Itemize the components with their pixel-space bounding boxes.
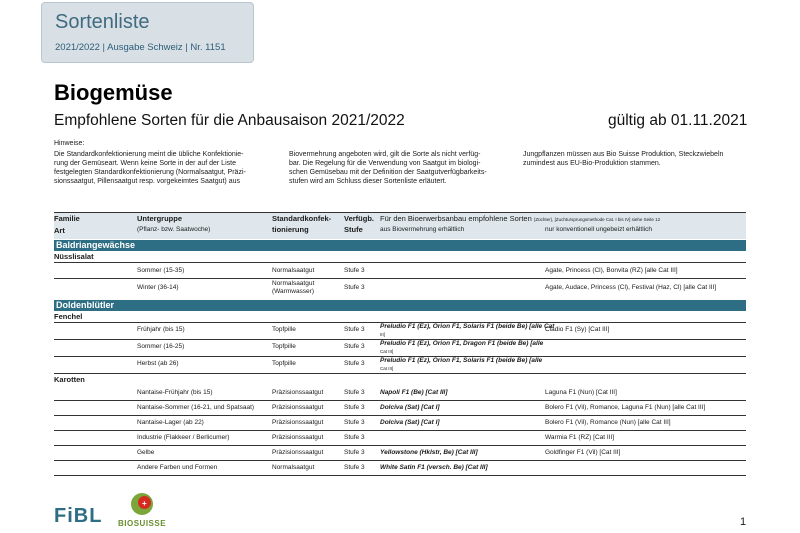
cross-icon: + <box>142 499 147 508</box>
row-bio: Dolciva (Sat) [Cat I] <box>380 419 440 426</box>
edition-info: 2021/2022 | Ausgabe Schweiz | Nr. 1151 <box>55 42 226 53</box>
row-bio: White Satin F1 (versch. Be) [Cat III] <box>380 464 488 471</box>
row-stufe: Stufe 3 <box>344 389 365 396</box>
row-standard: Präzisionssaatgut <box>272 449 324 456</box>
row-stufe: Stufe 3 <box>344 404 365 411</box>
notes-line: zumindest aus EU-Bio-Produktion stammen. <box>523 160 661 167</box>
col-verfueg: Verfügb. <box>344 214 375 223</box>
col-standard-2: tionierung <box>272 225 309 234</box>
row-bio: Yellowstone (Hklstr, Be) [Cat III] <box>380 449 478 456</box>
species-label: Karotten <box>54 373 746 386</box>
notes-line: bar. Die Regelung für die Verwendung von Saatgut im biologi- <box>289 160 481 167</box>
row-konv: Warmia F1 (RZ) [Cat III] <box>545 434 615 441</box>
row-standard: Normalsaatgut <box>272 280 315 287</box>
row-stufe: Stufe 3 <box>344 434 365 441</box>
notes-line: sionssaatgut, Pillensaatgut resp. vorgekeimtes Saatgut) aus <box>54 178 240 185</box>
row-untergruppe: Nantaise-Sommer (16-21, und Spatsaat) <box>137 404 255 411</box>
row-untergruppe: Sommer (15-35) <box>137 267 185 274</box>
row-bio-2: Cat III] <box>380 366 394 371</box>
col-untergruppe-sub: (Pflanz- bzw. Saatwoche) <box>137 226 211 233</box>
row-untergruppe: Industrie (Flakkeer / Berlicumer) <box>137 434 230 441</box>
notes-line: festgelegten Standardkonfektionierung (Normalsaatgut, Präzi- <box>54 169 246 176</box>
row-stufe: Stufe 3 <box>344 419 365 426</box>
row-standard: Präzisionssaatgut <box>272 419 324 426</box>
page-number: 1 <box>740 516 747 528</box>
row-standard: Topfpille <box>272 326 296 333</box>
row-stufe: Stufe 3 <box>344 326 365 333</box>
table-row <box>54 460 746 476</box>
row-konv: Bolero F1 (Vil), Romance, Laguna F1 (Nun) [alle Cat III] <box>545 404 706 411</box>
table-row <box>54 430 746 445</box>
col-konv: nur konventionell ungebeizt erhältlich <box>545 226 652 233</box>
col-art: Art <box>54 226 65 235</box>
notes-line: stufen wird am Schluss dieser Sortenliste erläutert. <box>289 178 447 185</box>
row-standard: Präzisionssaatgut <box>272 404 324 411</box>
row-standard: Topfpille <box>272 360 296 367</box>
row-bio: Preludio F1 (Ez), Orion F1, Dragon F1 (beide Be) [alle <box>380 340 544 347</box>
empfohlen-label: Für den Bioerwerbsanbau empfohlene Sorten <box>380 214 532 223</box>
notes-label: Hinweise: <box>54 140 85 147</box>
notes-line: Jungpflanzen müssen aus Bio Suisse Produktion, Steckzwiebeln <box>523 151 724 158</box>
family-bar: Doldenblütler <box>54 300 746 311</box>
row-untergruppe: Herbst (ab 26) <box>137 360 179 367</box>
page-subtitle: Empfohlene Sorten für die Anbausaison 2021/2022 <box>54 112 405 129</box>
row-stufe: Stufe 3 <box>344 267 365 274</box>
family-bar: Baldriangewächse <box>54 240 746 251</box>
row-konv: Cladio F1 (Sy) [Cat III] <box>545 326 610 333</box>
biosuisse-wordmark: BIOSUISSE <box>118 519 167 528</box>
row-untergruppe: Frühjahr (bis 15) <box>137 326 185 333</box>
row-stufe: Stufe 3 <box>344 360 365 367</box>
variety-table <box>54 212 746 476</box>
row-untergruppe: Gelbe <box>137 449 155 456</box>
notes-line: rung der Gemüseart. Wenn keine Sorte in der auf der Liste <box>54 160 236 167</box>
empfohlen-note: (Züchter), [Zuchtursprungsmethode Cat. I bis IV] siehe Seite 12 <box>533 217 661 222</box>
fibl-logo: FiBL <box>54 505 103 527</box>
table-row <box>54 445 746 460</box>
notes-col-1 <box>54 150 246 186</box>
row-konv: Agate, Princess (Cl), Bonvita (RZ) [alle Cat III] <box>545 267 678 274</box>
table-row <box>54 415 746 430</box>
row-untergruppe: Winter (36-14) <box>137 284 179 291</box>
table-row <box>54 278 746 298</box>
row-standard: Topfpille <box>272 343 296 350</box>
col-untergruppe: Untergruppe <box>137 214 182 223</box>
row-bio: Preludio F1 (Ez), Orion F1, Solaris F1 (beide Be) [alle Cat <box>380 323 555 330</box>
row-stufe: Stufe 3 <box>344 343 365 350</box>
table-row <box>54 356 746 373</box>
row-konv: Agate, Audace, Princess (Cl), Festival (Haz, Cl) [alle Cat III] <box>545 284 717 291</box>
col-stufe: Stufe <box>344 225 363 234</box>
table-row <box>54 322 746 339</box>
row-standard-2: (Warmwasser) <box>272 288 315 295</box>
page-title: Biogemüse <box>54 80 173 105</box>
col-standard: Standardkonfek- <box>272 214 332 223</box>
valid-from: gültig ab 01.11.2021 <box>608 112 748 129</box>
row-bio-2: III] <box>380 332 386 337</box>
table-header <box>54 212 746 240</box>
col-familie: Familie <box>54 214 80 223</box>
row-untergruppe: Nantaise-Lager (ab 22) <box>137 419 204 426</box>
notes-line: Die Standardkonfektionierung meint die übliche Konfektionie- <box>54 151 244 158</box>
row-untergruppe: Nantaise-Frühjahr (bis 15) <box>137 389 213 396</box>
col-empfohlen <box>380 214 660 223</box>
notes-line: schen Gemüsebau mit der Definition der Saatgutverfügbarkeits- <box>289 169 487 176</box>
row-stufe: Stufe 3 <box>344 284 365 291</box>
header-box <box>41 2 254 63</box>
biosuisse-logo <box>118 493 168 533</box>
table-row <box>54 386 746 400</box>
row-konv: Laguna F1 (Nun) [Cat III] <box>545 389 617 396</box>
row-standard: Normalsaatgut <box>272 464 315 471</box>
table-row <box>54 339 746 356</box>
notes-col-3 <box>523 150 723 168</box>
species-label: Fenchel <box>54 312 83 321</box>
species-label: Nüsslisalat <box>54 252 94 261</box>
row-bio-2: Cat III] <box>380 349 394 354</box>
row-bio: Napoli F1 (Be) [Cat III] <box>380 389 448 396</box>
list-title: Sortenliste <box>55 11 150 33</box>
row-standard: Normalsaatgut <box>272 267 315 274</box>
notes-col-2 <box>289 150 487 186</box>
row-konv: Bolero F1 (Vil), Romance (Nun) [alle Cat III] <box>545 419 671 426</box>
row-konv: Goldfinger F1 (Vil) [Cat III] <box>545 449 621 456</box>
row-stufe: Stufe 3 <box>344 449 365 456</box>
table-row <box>54 400 746 415</box>
notes-line: Biovermehrung angeboten wird, gilt die Sorte als nicht verfüg- <box>289 151 481 158</box>
table-row <box>54 262 746 278</box>
row-untergruppe: Andere Farben und Formen <box>137 464 218 471</box>
row-bio: Preludio F1 (Ez), Orion F1, Solaris F1 (beide Be) [alle <box>380 357 543 364</box>
row-standard: Präzisionssaatgut <box>272 434 324 441</box>
row-untergruppe: Sommer (16-25) <box>137 343 185 350</box>
col-bio: aus Biovermehrung erhältlich <box>380 226 465 233</box>
row-standard: Präzisionssaatgut <box>272 389 324 396</box>
row-stufe: Stufe 3 <box>344 464 365 471</box>
row-bio: Dolciva (Sat) [Cat I] <box>380 404 440 411</box>
